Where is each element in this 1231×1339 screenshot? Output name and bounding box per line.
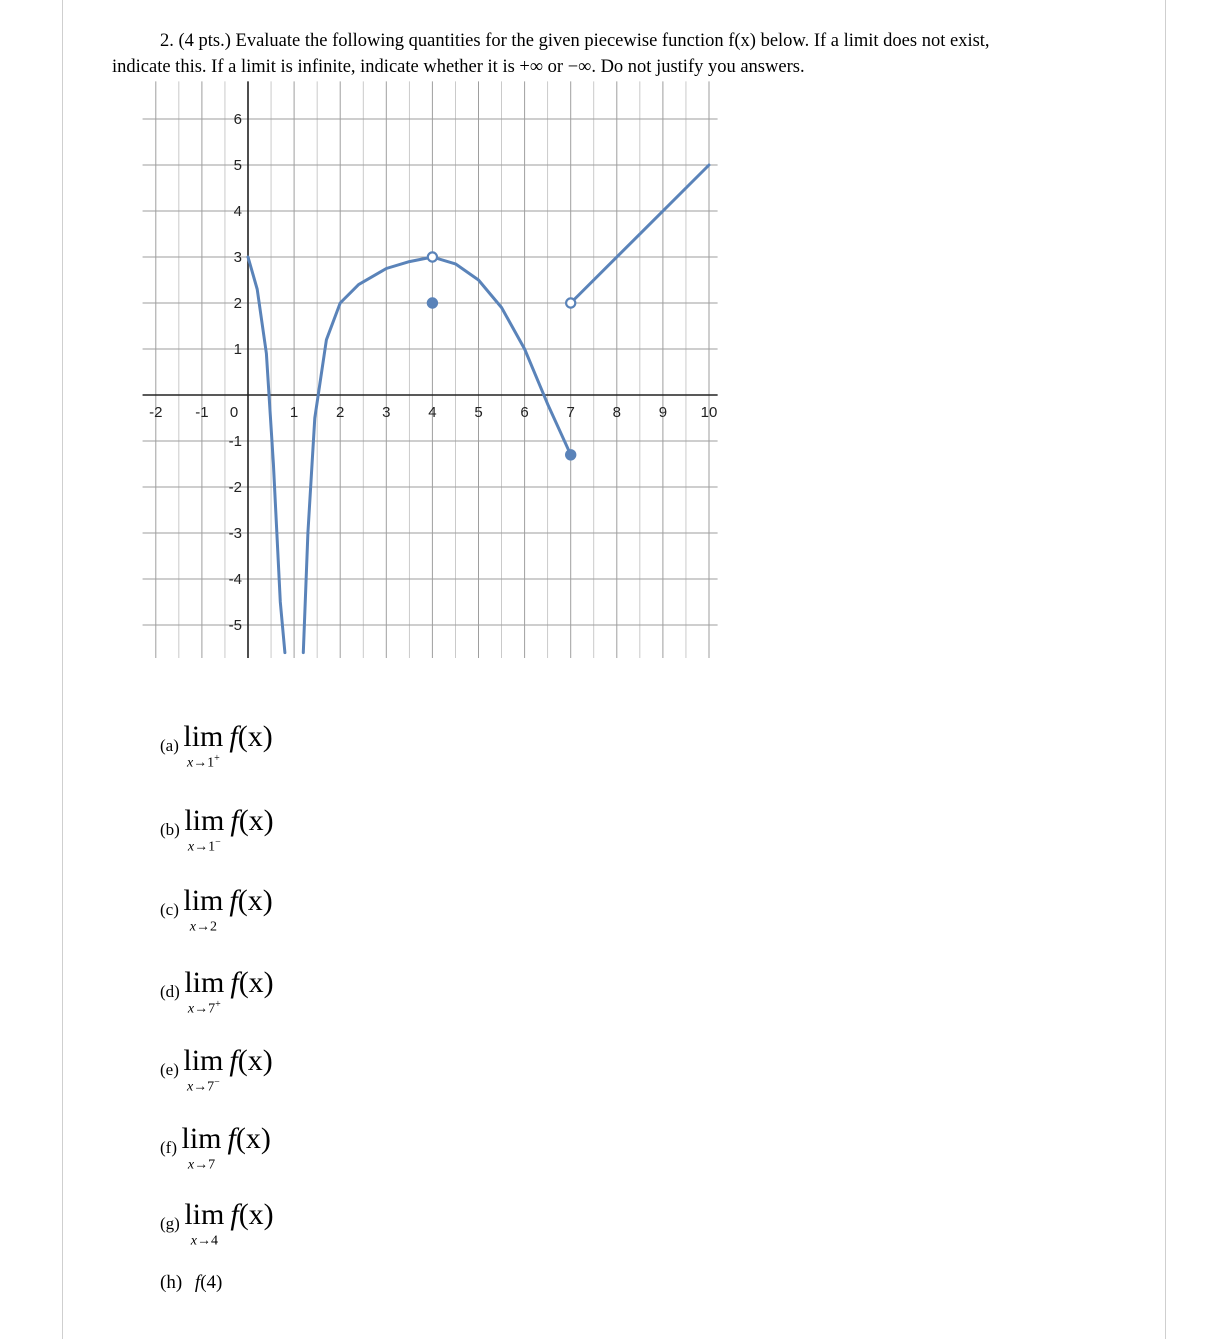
- function-name: f: [229, 884, 238, 918]
- x-tick-label: 5: [474, 404, 483, 421]
- lim-word: lim: [183, 720, 224, 753]
- y-tick-label: 5: [233, 157, 242, 174]
- limit-subscript: [183, 1076, 223, 1095]
- function-name: f: [230, 804, 239, 838]
- limit-subscript: [184, 1230, 224, 1249]
- curve-segment: [303, 257, 432, 653]
- function-arg: (x): [238, 1198, 274, 1232]
- question-item: [160, 886, 273, 935]
- sub-value: 7: [207, 1079, 215, 1095]
- sub-value: 1: [207, 755, 215, 771]
- lim-word: lim: [183, 884, 224, 917]
- sub-var: x: [189, 919, 196, 935]
- question-label: (e): [160, 1060, 179, 1080]
- y-tick-label: 1: [233, 341, 242, 358]
- closed-point: [566, 450, 575, 459]
- function-expression: [230, 804, 273, 838]
- function-expression: [228, 1122, 271, 1156]
- sub-var: x: [186, 1079, 194, 1095]
- y-tick-label: 6: [233, 111, 242, 128]
- function-arg: (x): [235, 1122, 271, 1156]
- page-border-left: [62, 0, 63, 1339]
- function-name: f: [227, 1122, 236, 1156]
- function-name: f: [229, 1044, 238, 1078]
- question-h-label: (h): [160, 1272, 183, 1293]
- closed-point: [428, 298, 437, 307]
- limit-expression: [184, 806, 224, 855]
- question-item: [160, 1200, 274, 1249]
- open-point: [566, 298, 575, 307]
- limit-subscript: [184, 998, 224, 1017]
- function-expression: [229, 720, 272, 754]
- sub-arrow: →: [194, 1001, 209, 1017]
- question-item: [160, 722, 273, 771]
- curve-segment: [248, 257, 285, 653]
- question-label: (g): [160, 1214, 180, 1234]
- x-tick-label: 7: [566, 404, 575, 421]
- x-tick-label: 6: [520, 404, 529, 421]
- function-name: f: [230, 1198, 239, 1232]
- question-label: (a): [160, 736, 179, 756]
- question-h-f: f: [194, 1272, 201, 1293]
- function-arg: (x): [238, 804, 274, 838]
- problem-statement: [112, 28, 1112, 80]
- sub-var: x: [187, 1001, 195, 1017]
- sub-value: 2: [209, 919, 217, 935]
- limit-expression: [184, 968, 224, 1017]
- x-tick-label: 9: [658, 404, 668, 421]
- question-item: [160, 806, 274, 855]
- function-expression: [230, 1198, 273, 1232]
- limit-expression: [183, 886, 223, 935]
- page-border-right: [1165, 0, 1166, 1339]
- x-tick-label: 0: [229, 404, 239, 421]
- sub-var: x: [187, 1157, 195, 1173]
- x-tick-label: 10: [700, 404, 718, 421]
- sub-side: −: [215, 837, 221, 848]
- tick-labels: [149, 111, 717, 634]
- x-tick-label: 4: [428, 404, 437, 421]
- limit-expression: [183, 722, 223, 771]
- sub-var: x: [190, 1233, 197, 1249]
- sub-var: x: [186, 755, 194, 771]
- sub-side: +: [214, 753, 220, 764]
- function-name: f: [230, 966, 239, 1000]
- x-tick-label: 1: [289, 404, 299, 421]
- question-label: (f): [160, 1138, 177, 1158]
- limit-expression: [184, 1200, 224, 1249]
- sub-arrow: →: [193, 755, 208, 771]
- lim-word: lim: [183, 1044, 224, 1077]
- x-tick-label: -2: [149, 404, 163, 421]
- sub-arrow: →: [195, 919, 210, 935]
- y-tick-label: -4: [228, 571, 242, 588]
- sub-var: x: [187, 839, 195, 855]
- question-h-arg: (4): [200, 1272, 223, 1293]
- question-label: (c): [160, 900, 179, 920]
- sub-side: −: [214, 1077, 220, 1088]
- lim-word: lim: [184, 804, 225, 837]
- limit-subscript: [183, 916, 223, 935]
- x-tick-label: 2: [336, 404, 345, 421]
- piecewise-function-graph: [130, 78, 730, 658]
- question-item: [160, 1046, 273, 1095]
- y-tick-label: 2: [233, 295, 242, 312]
- function-arg: (x): [237, 1044, 273, 1078]
- open-point: [428, 252, 437, 261]
- sub-value: 4: [210, 1233, 218, 1249]
- y-tick-label: 3: [233, 249, 242, 266]
- function-expression: [229, 1044, 272, 1078]
- lim-word: lim: [181, 1122, 222, 1155]
- function-expression: [230, 966, 273, 1000]
- limit-expression: [181, 1124, 221, 1173]
- sub-side: +: [215, 999, 221, 1010]
- lim-word: lim: [184, 966, 225, 999]
- problem-line-2: indicate this. If a limit is infinite, indicate whether it is +∞ or −∞. Do not justify you answers.: [112, 57, 805, 77]
- y-tick-label: 4: [233, 203, 242, 220]
- sub-arrow: →: [194, 839, 209, 855]
- lim-word: lim: [184, 1198, 225, 1231]
- sub-value: 7: [208, 1001, 216, 1017]
- x-tick-label: 8: [612, 404, 621, 421]
- x-tick-label: 3: [382, 404, 391, 421]
- y-tick-label: -5: [228, 617, 242, 634]
- y-tick-label: -3: [228, 525, 242, 542]
- problem-line-1: 2. (4 pts.) Evaluate the following quantities for the given piecewise function f(x) below. If a limit does not exist,: [160, 31, 990, 51]
- y-tick-label: -2: [228, 479, 242, 496]
- question-item: [160, 968, 274, 1017]
- y-tick-label: -1: [228, 433, 242, 450]
- limit-subscript: [184, 836, 224, 855]
- question-item: [160, 1124, 271, 1173]
- sub-value: 7: [208, 1157, 216, 1173]
- question-label: (d): [160, 982, 180, 1002]
- question-h: [160, 1272, 222, 1294]
- function-expression: [229, 884, 272, 918]
- x-tick-label: -1: [195, 404, 209, 421]
- function-name: f: [229, 720, 238, 754]
- limit-expression: [183, 1046, 223, 1095]
- function-arg: (x): [238, 966, 274, 1000]
- question-label: (b): [160, 820, 180, 840]
- limit-subscript: [183, 752, 223, 771]
- sub-arrow: →: [193, 1079, 208, 1095]
- sub-arrow: →: [194, 1157, 209, 1173]
- function-arg: (x): [237, 884, 273, 918]
- function-arg: (x): [237, 720, 273, 754]
- sub-value: 1: [208, 839, 216, 855]
- limit-subscript: [181, 1154, 221, 1173]
- sub-arrow: →: [196, 1233, 211, 1249]
